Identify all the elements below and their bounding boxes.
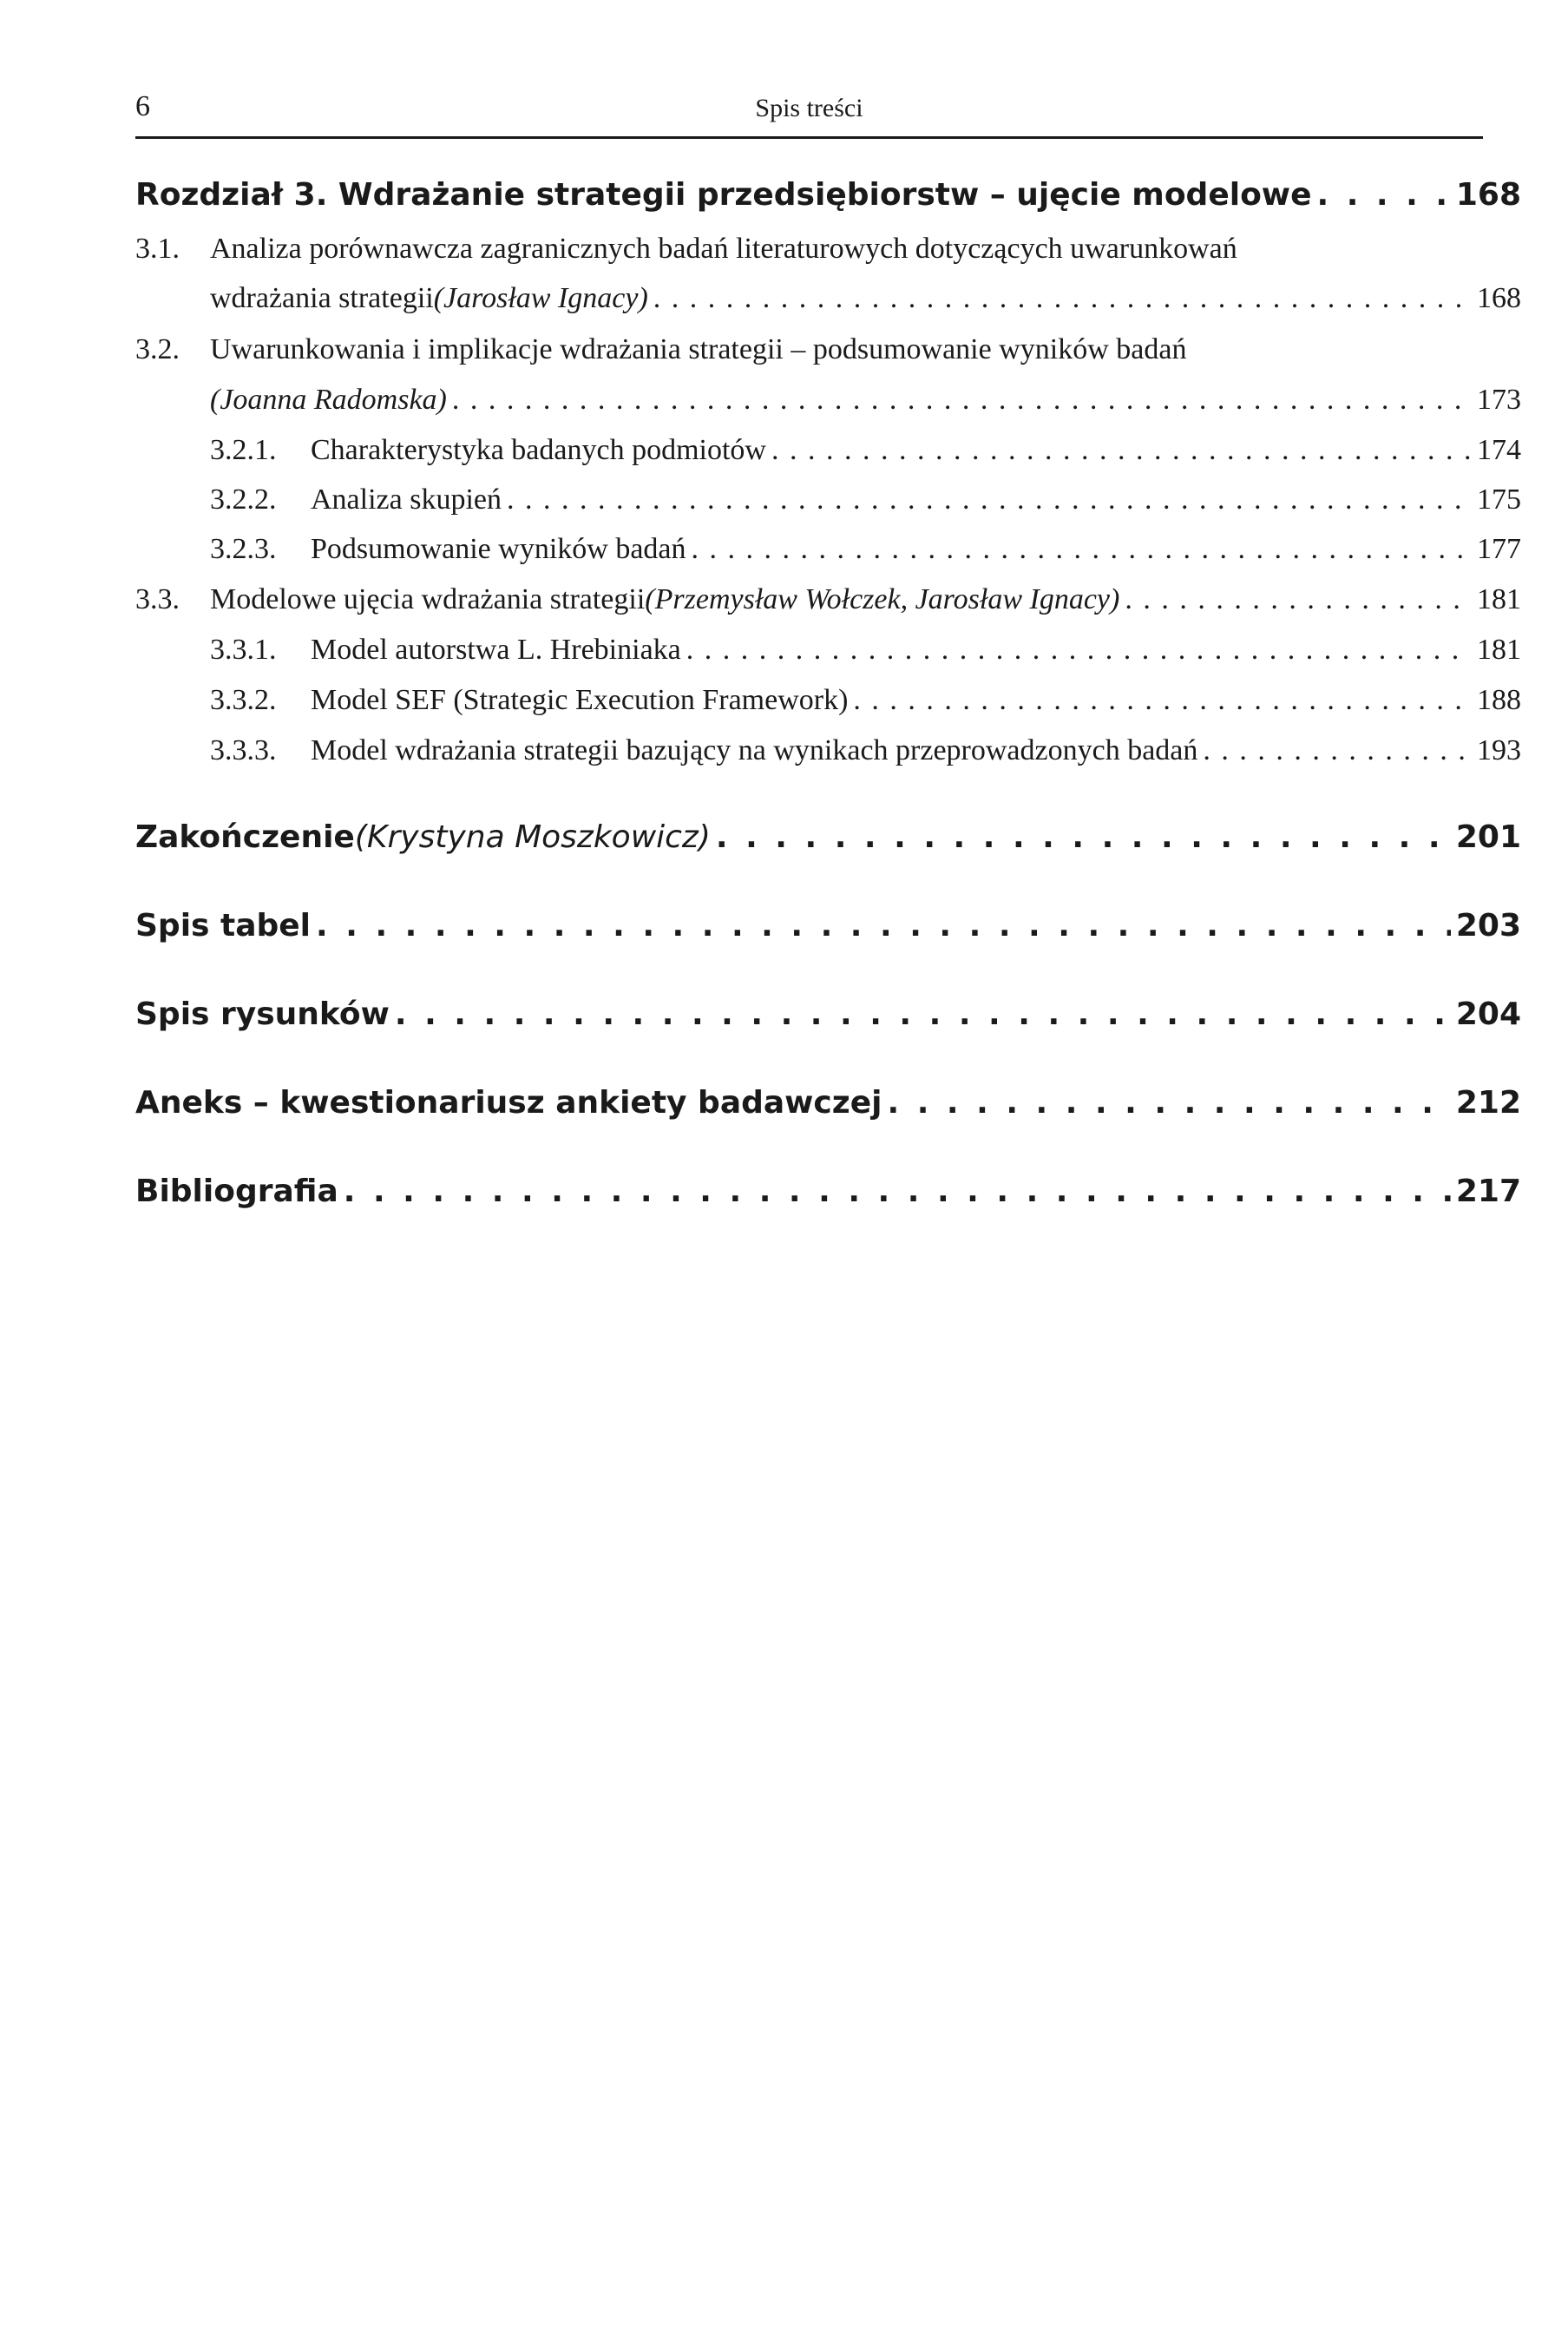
toc-section-number: 3.3.3. [210, 734, 277, 766]
toc-page-number: 212 [1455, 1085, 1521, 1121]
toc-leader-dots [716, 819, 1451, 855]
toc-subsection-3-2-1[interactable] [210, 434, 1521, 467]
running-header-title: Spis treści [755, 94, 863, 122]
toc-section-number: 3.3. [135, 583, 180, 615]
toc-leader-dots [452, 384, 1472, 417]
toc-leader-dots [316, 908, 1451, 944]
toc-zakonczenie[interactable] [135, 819, 1521, 855]
toc-spis-tabel[interactable] [135, 908, 1521, 944]
toc-leader-dots [1316, 177, 1450, 213]
toc-entry-title: Spis tabel [135, 908, 312, 944]
header-rule [135, 136, 1483, 139]
toc-section-title: Analiza porównawcza zagranicznych badań literaturowych dotyczących uwarunkowań [210, 233, 1237, 265]
toc-leader-dots [692, 533, 1472, 566]
page-header [135, 90, 1483, 142]
toc-subsection-3-2-2[interactable] [210, 483, 1521, 516]
toc-page-number: 173 [1477, 384, 1521, 416]
toc-entry-title: Aneks – kwestionariusz ankiety badawczej [135, 1085, 882, 1121]
toc-subsection-3-3-3[interactable] [210, 734, 1521, 767]
toc-page-number: 177 [1477, 533, 1521, 565]
toc-leader-dots [771, 434, 1472, 467]
page-number: 6 [135, 90, 150, 122]
toc-leader-dots [1203, 734, 1472, 767]
toc-page-number: 181 [1477, 583, 1521, 615]
toc-subsection-3-2-3[interactable] [210, 533, 1521, 566]
toc-section-title: Uwarunkowania i implikacje wdrażania strategii – podsumowanie wyników badań [210, 333, 1187, 365]
toc-page-number: 201 [1455, 819, 1521, 855]
toc-leader-dots [344, 1174, 1451, 1209]
toc-section-author: (Joanna Radomska) [210, 384, 447, 416]
toc-section-title: Charakterystyka badanych podmiotów [311, 434, 766, 466]
toc-section-3-1-line1[interactable] [135, 233, 1237, 266]
toc-bibliografia[interactable] [135, 1174, 1521, 1209]
toc-leader-dots [1125, 583, 1472, 616]
toc-subsection-3-3-2[interactable] [210, 684, 1521, 717]
toc-aneks[interactable] [135, 1085, 1521, 1121]
toc-chapter-title: Rozdział 3. Wdrażanie strategii przedsiębiorstw – ujęcie modelowe [135, 177, 1312, 213]
toc-subsection-3-3-1[interactable] [210, 634, 1521, 667]
toc-page-number: 193 [1477, 734, 1521, 766]
toc-section-title: Model autorstwa L. Hrebiniaka [311, 634, 681, 666]
toc-leader-dots [686, 634, 1472, 667]
toc-section-number: 3.2.3. [210, 533, 277, 565]
toc-section-title: Model SEF (Strategic Execution Framework) [311, 684, 849, 716]
toc-section-3-2-line1[interactable] [135, 333, 1186, 366]
toc-section-number: 3.1. [135, 233, 180, 265]
toc-section-title: Analiza skupień [311, 483, 502, 516]
toc-spis-rysunkow[interactable] [135, 996, 1521, 1032]
toc-page-number: 168 [1477, 282, 1521, 314]
toc-entry-title: Bibliografia [135, 1174, 338, 1209]
toc-section-title: Podsumowanie wyników badań [311, 533, 686, 565]
toc-page-number: 203 [1455, 908, 1521, 944]
toc-page-number: 181 [1477, 634, 1521, 666]
toc-section-title: Modelowe ujęcia wdrażania strategii [210, 583, 646, 615]
toc-page-number: 217 [1455, 1174, 1521, 1209]
toc-section-number: 3.3.2. [210, 684, 277, 716]
toc-section-author: (Przemysław Wołczek, Jarosław Ignacy) [645, 583, 1120, 615]
toc-section-title: Model wdrażania strategii bazujący na wynikach przeprowadzonych badań [311, 734, 1198, 766]
toc-page-number: 175 [1477, 483, 1521, 516]
toc-page-number: 204 [1455, 996, 1521, 1032]
toc-section-number: 3.2.2. [210, 483, 277, 516]
toc-leader-dots [395, 996, 1451, 1032]
toc-section-3-1-line2[interactable] [210, 282, 1521, 315]
toc-leader-dots [507, 483, 1472, 516]
toc-page-number: 174 [1477, 434, 1521, 466]
toc-leader-dots [887, 1085, 1450, 1121]
toc-section-3-2-line2[interactable] [210, 384, 1521, 417]
toc-entry-title: Zakończenie [135, 819, 355, 855]
toc-section-number: 3.2.1. [210, 434, 277, 466]
toc-section-number: 3.2. [135, 333, 180, 365]
toc-section-author: (Jarosław Ignacy) [433, 282, 648, 314]
toc-entry-author: (Krystyna Moszkowicz) [354, 819, 711, 855]
toc-leader-dots [853, 684, 1472, 717]
toc-page-number: 168 [1455, 177, 1521, 213]
toc-section-number: 3.3.1. [210, 634, 277, 666]
toc-section-title-cont: wdrażania strategii [210, 282, 434, 314]
toc-entry-title: Spis rysunków [135, 996, 390, 1032]
toc-page-number: 188 [1477, 684, 1521, 716]
toc-chapter-3[interactable] [135, 177, 1521, 213]
toc-section-3-3[interactable] [135, 583, 1521, 616]
toc-leader-dots [653, 282, 1472, 315]
